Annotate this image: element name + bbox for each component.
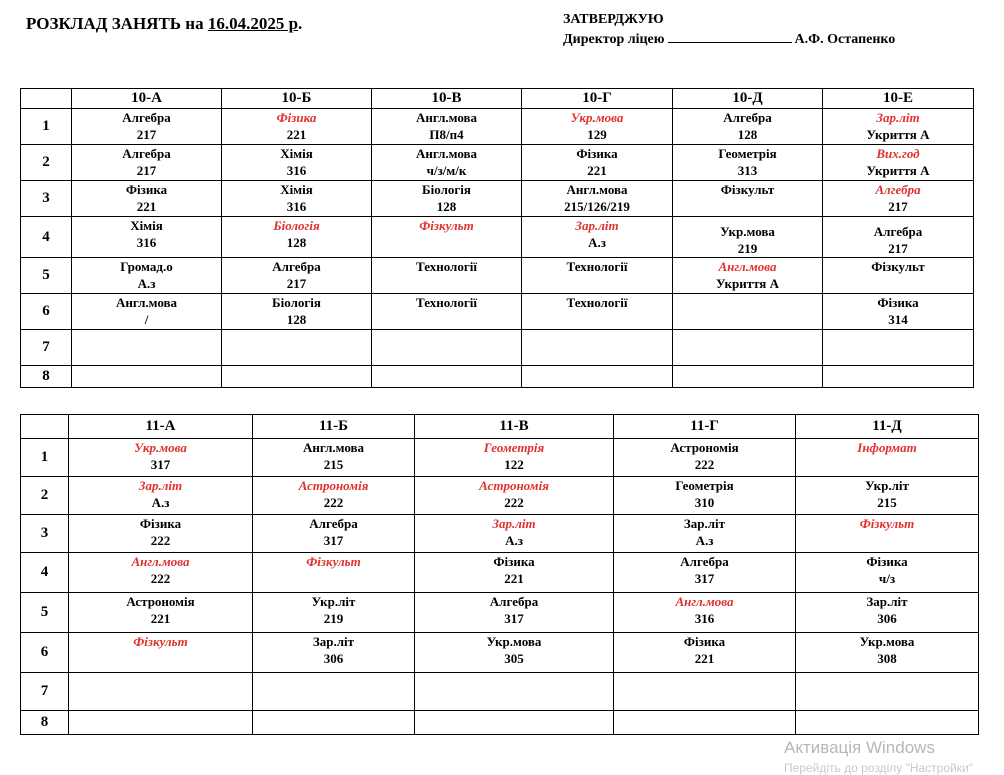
subject-name: Біологія	[422, 182, 471, 197]
room-number: 217	[888, 199, 908, 214]
lesson-row	[21, 593, 979, 633]
lesson-number: 3	[21, 515, 69, 553]
lesson-row	[21, 477, 979, 515]
subject-name: Технології	[416, 295, 477, 310]
lesson-cell	[69, 593, 253, 633]
lesson-cell	[823, 109, 974, 145]
room-number: 215	[877, 495, 897, 510]
subject-name: Укр.мова	[486, 634, 542, 649]
lesson-number: 8	[21, 711, 69, 735]
lesson-number: 1	[21, 109, 72, 145]
class-header: 11-В	[415, 415, 614, 439]
subject-name: Алгебра	[489, 594, 539, 609]
lesson-cell	[823, 294, 974, 330]
lesson-cell	[823, 330, 974, 366]
subject-name: Фізика	[125, 182, 168, 197]
room-number: 317	[694, 571, 715, 586]
subject-name: Англ.мова	[675, 594, 734, 609]
lesson-cell	[796, 593, 979, 633]
lesson-cell	[69, 633, 253, 673]
lesson-cell	[72, 294, 222, 330]
subject-name: Біологія	[273, 218, 320, 233]
subject-name: Технології	[566, 259, 628, 274]
lesson-row	[21, 294, 974, 330]
lesson-cell	[72, 145, 222, 181]
lesson-cell	[796, 515, 979, 553]
lesson-row	[21, 366, 974, 388]
lesson-number: 5	[21, 593, 69, 633]
lesson-cell	[69, 711, 253, 735]
room-number: 219	[737, 241, 758, 256]
lesson-cell	[72, 109, 222, 145]
room-number: 316	[286, 163, 307, 178]
subject-name: Зар.літ	[683, 516, 726, 531]
room-number: 217	[888, 241, 908, 256]
lesson-number: 7	[21, 673, 69, 711]
subject-name: Фізкульт	[871, 259, 925, 274]
lesson-cell	[415, 673, 614, 711]
subject-name: Зар.літ	[575, 218, 619, 233]
lesson-number: 6	[21, 633, 69, 673]
lesson-cell	[823, 181, 974, 217]
subject-name: Інформат	[857, 440, 917, 455]
lesson-cell	[222, 330, 372, 366]
lesson-row	[21, 633, 979, 673]
room-number: 129	[587, 127, 607, 142]
class-header: 10-Е	[823, 89, 974, 109]
room-number: 222	[150, 533, 171, 548]
lesson-cell	[72, 181, 222, 217]
room-number: 314	[888, 312, 908, 327]
subject-name: Англ.мова	[415, 110, 478, 125]
room-number: 215/126/219	[564, 199, 630, 214]
subject-name: Геометрія	[718, 146, 777, 161]
lesson-cell	[673, 258, 823, 294]
lesson-cell	[614, 711, 796, 735]
lesson-cell	[372, 217, 522, 258]
header-row	[21, 89, 974, 109]
room-number: ч/з/м/к	[426, 163, 467, 178]
windows-activation-watermark: Активація Windows	[784, 738, 935, 757]
lesson-number: 2	[21, 145, 72, 181]
class-header: 10-Г	[522, 89, 673, 109]
approval-block	[563, 10, 895, 50]
lesson-cell	[614, 673, 796, 711]
room-number: А.з	[137, 276, 156, 291]
subject-name: Англ.мова	[566, 182, 628, 197]
lesson-row	[21, 439, 979, 477]
lesson-cell	[372, 294, 522, 330]
lesson-row	[21, 673, 979, 711]
subject-name: Укр.мова	[134, 440, 187, 455]
lesson-cell	[614, 633, 796, 673]
subject-name: Англ.мова	[415, 146, 478, 161]
lesson-cell	[372, 181, 522, 217]
lesson-cell	[823, 258, 974, 294]
subject-name: Астрономія	[126, 594, 195, 609]
subject-name: Фізика	[576, 146, 618, 161]
subject-name: Фізика	[139, 516, 182, 531]
lesson-cell	[415, 553, 614, 593]
lesson-cell	[415, 439, 614, 477]
subject-name: Алгебра	[875, 182, 921, 197]
lesson-cell	[614, 515, 796, 553]
room-number: А.з	[151, 495, 170, 510]
lesson-cell	[614, 553, 796, 593]
subject-name: Фізика	[493, 554, 535, 569]
lesson-number: 7	[21, 330, 72, 366]
room-number: 306	[323, 651, 344, 666]
subject-name: Зар.літ	[312, 634, 355, 649]
subject-name: Хімія	[130, 218, 163, 233]
subject-name: Фізкульт	[133, 634, 188, 649]
room-number: 313	[737, 163, 758, 178]
lesson-row	[21, 145, 974, 181]
room-number: 122	[504, 457, 524, 472]
lesson-cell	[673, 217, 823, 258]
corner-cell	[21, 89, 72, 109]
room-number: 317	[504, 611, 524, 626]
lesson-row	[21, 181, 974, 217]
subject-name: Технології	[416, 259, 477, 274]
room-number: 219	[323, 611, 344, 626]
subject-name: Алгебра	[272, 259, 321, 274]
subject-name: Зар.літ	[876, 110, 920, 125]
lesson-cell	[415, 633, 614, 673]
subject-name: Геометрія	[483, 440, 545, 455]
lesson-cell	[69, 515, 253, 553]
room-number: 316	[286, 199, 307, 214]
lesson-number: 1	[21, 439, 69, 477]
lesson-row	[21, 553, 979, 593]
approve-signature-line	[563, 30, 895, 50]
subject-name: Фізкульт	[419, 218, 474, 233]
lesson-cell	[673, 366, 823, 388]
lesson-cell	[796, 673, 979, 711]
schedule-table-grade-11	[20, 414, 979, 735]
room-number: 222	[150, 571, 171, 586]
room-number: 128	[737, 127, 758, 142]
subject-name: Вих.год	[876, 146, 920, 161]
lesson-cell	[72, 258, 222, 294]
lesson-cell	[522, 330, 673, 366]
subject-name: Біологія	[272, 295, 321, 310]
room-number: 316	[136, 235, 157, 250]
schedule-date: 16.04.2025 р	[207, 14, 299, 33]
subject-name: Англ.мова	[131, 554, 190, 569]
room-number: Укриття А	[866, 163, 930, 178]
room-number: 128	[436, 199, 457, 214]
lesson-cell	[72, 330, 222, 366]
lesson-cell	[522, 217, 673, 258]
lesson-number: 6	[21, 294, 72, 330]
lesson-row	[21, 711, 979, 735]
subject-name: Укр.мова	[570, 110, 624, 125]
subject-name: Астрономія	[479, 478, 549, 493]
lesson-cell	[72, 217, 222, 258]
lesson-cell	[614, 477, 796, 515]
lesson-cell	[796, 477, 979, 515]
lesson-cell	[823, 217, 974, 258]
lesson-row	[21, 258, 974, 294]
lesson-cell	[673, 181, 823, 217]
lesson-row	[21, 109, 974, 145]
approve-role: Директор ліцею	[563, 32, 665, 47]
subject-name: Фізика	[276, 110, 317, 125]
lesson-cell	[415, 711, 614, 735]
lesson-cell	[222, 109, 372, 145]
room-number: А.з	[588, 235, 606, 250]
lesson-cell	[253, 477, 415, 515]
subject-name: Англ.мова	[302, 440, 365, 455]
lesson-cell	[522, 366, 673, 388]
title-prefix: РОЗКЛАД ЗАНЯТЬ на	[26, 14, 208, 33]
lesson-cell	[796, 633, 979, 673]
lesson-cell	[673, 294, 823, 330]
lesson-cell	[253, 593, 415, 633]
room-number: 316	[694, 611, 715, 626]
subject-name: Зар.літ	[492, 516, 536, 531]
lesson-cell	[222, 181, 372, 217]
lesson-number: 2	[21, 477, 69, 515]
lesson-cell	[796, 553, 979, 593]
class-header: 11-Б	[253, 415, 415, 439]
room-number: 217	[286, 276, 307, 291]
room-number: 217	[136, 163, 157, 178]
subject-name: Алгебра	[873, 224, 923, 239]
subject-name: Укр.літ	[865, 478, 909, 493]
lesson-cell	[372, 109, 522, 145]
room-number: 317	[150, 457, 171, 472]
approve-name: А.Ф. Остапенко	[794, 32, 896, 47]
subject-name: Укр.мова	[720, 224, 775, 239]
schedule-table-grade-10	[20, 88, 974, 388]
subject-name: Хімія	[280, 146, 313, 161]
lesson-cell	[372, 366, 522, 388]
lesson-cell	[823, 145, 974, 181]
subject-name: Зар.літ	[866, 594, 908, 609]
lesson-cell	[69, 477, 253, 515]
subject-name: Англ.мова	[115, 295, 178, 310]
lesson-cell	[522, 258, 673, 294]
title-suffix: .	[298, 14, 303, 33]
subject-name: Фізкульт	[720, 182, 775, 197]
lesson-cell	[69, 673, 253, 711]
lesson-cell	[823, 366, 974, 388]
lesson-number: 4	[21, 553, 69, 593]
header-row	[21, 415, 979, 439]
lesson-cell	[796, 439, 979, 477]
lesson-cell	[614, 439, 796, 477]
room-number: П8/п4	[429, 127, 464, 142]
lesson-cell	[253, 673, 415, 711]
lesson-cell	[673, 109, 823, 145]
room-number: 305	[504, 651, 524, 666]
lesson-cell	[415, 593, 614, 633]
room-number: 221	[150, 611, 171, 626]
room-number: 222	[504, 495, 524, 510]
lesson-cell	[372, 330, 522, 366]
class-header: 10-А	[72, 89, 222, 109]
signature-line	[668, 30, 792, 43]
lesson-cell	[522, 181, 673, 217]
subject-name: Алгебра	[723, 110, 772, 125]
room-number: 128	[286, 312, 307, 327]
lesson-cell	[372, 145, 522, 181]
room-number: 317	[323, 533, 344, 548]
lesson-cell	[372, 258, 522, 294]
room-number: 222	[694, 457, 715, 472]
room-number: 221	[694, 651, 715, 666]
subject-name: Технології	[566, 295, 628, 310]
subject-name: Громад.о	[120, 259, 173, 274]
room-number: 221	[504, 571, 524, 586]
lesson-cell	[673, 330, 823, 366]
lesson-cell	[796, 711, 979, 735]
subject-name: Укр.мова	[859, 634, 915, 649]
room-number: 221	[286, 127, 307, 142]
class-header: 10-В	[372, 89, 522, 109]
lesson-cell	[415, 515, 614, 553]
subject-name: Англ.мова	[718, 259, 777, 274]
room-number: 217	[136, 127, 157, 142]
lesson-number: 3	[21, 181, 72, 217]
lesson-cell	[522, 294, 673, 330]
room-number: 306	[877, 611, 897, 626]
room-number: 128	[286, 235, 307, 250]
subject-name: Фізика	[866, 554, 908, 569]
room-number: А.з	[695, 533, 714, 548]
lesson-cell	[253, 515, 415, 553]
room-number: 221	[136, 199, 157, 214]
lesson-cell	[69, 439, 253, 477]
lesson-row	[21, 217, 974, 258]
subject-name: Хімія	[280, 182, 313, 197]
lesson-cell	[673, 145, 823, 181]
lesson-cell	[253, 633, 415, 673]
room-number: 310	[694, 495, 715, 510]
room-number: 308	[877, 651, 897, 666]
room-number: 221	[587, 163, 607, 178]
lesson-number: 4	[21, 217, 72, 258]
subject-name: Зар.літ	[138, 478, 183, 493]
page-title	[26, 14, 302, 34]
subject-name: Фізика	[877, 295, 919, 310]
room-number: ч/з	[878, 571, 896, 586]
room-number: /	[144, 312, 149, 327]
lesson-cell	[522, 109, 673, 145]
lesson-cell	[222, 258, 372, 294]
lesson-cell	[522, 145, 673, 181]
class-header: 11-Д	[796, 415, 979, 439]
lesson-cell	[69, 553, 253, 593]
lesson-cell	[253, 553, 415, 593]
room-number: Укриття А	[716, 276, 779, 291]
class-header: 10-Б	[222, 89, 372, 109]
class-header: 11-Г	[614, 415, 796, 439]
lesson-row	[21, 330, 974, 366]
class-header: 11-А	[69, 415, 253, 439]
room-number: А.з	[505, 533, 523, 548]
windows-activation-hint: Перейдіть до розділу "Настройки"	[784, 761, 973, 775]
lesson-cell	[222, 217, 372, 258]
subject-name: Укр.літ	[311, 594, 356, 609]
lesson-number: 8	[21, 366, 72, 388]
subject-name: Фізкульт	[306, 554, 361, 569]
subject-name: Алгебра	[122, 110, 171, 125]
lesson-cell	[614, 593, 796, 633]
subject-name: Геометрія	[675, 478, 734, 493]
lesson-cell	[222, 366, 372, 388]
lesson-cell	[222, 294, 372, 330]
subject-name: Фізика	[683, 634, 726, 649]
lesson-row	[21, 515, 979, 553]
subject-name: Астрономія	[298, 478, 369, 493]
class-header: 10-Д	[673, 89, 823, 109]
room-number: Укриття А	[866, 127, 930, 142]
subject-name: Фізкульт	[859, 516, 915, 531]
corner-cell	[21, 415, 69, 439]
room-number: 222	[323, 495, 344, 510]
subject-name: Алгебра	[680, 554, 729, 569]
lesson-cell	[72, 366, 222, 388]
room-number: 215	[323, 457, 344, 472]
subject-name: Астрономія	[670, 440, 739, 455]
lesson-cell	[415, 477, 614, 515]
lesson-cell	[253, 711, 415, 735]
lesson-cell	[222, 145, 372, 181]
subject-name: Алгебра	[309, 516, 358, 531]
approve-title: ЗАТВЕРДЖУЮ	[563, 12, 664, 27]
subject-name: Алгебра	[122, 146, 171, 161]
lesson-cell	[253, 439, 415, 477]
lesson-number: 5	[21, 258, 72, 294]
